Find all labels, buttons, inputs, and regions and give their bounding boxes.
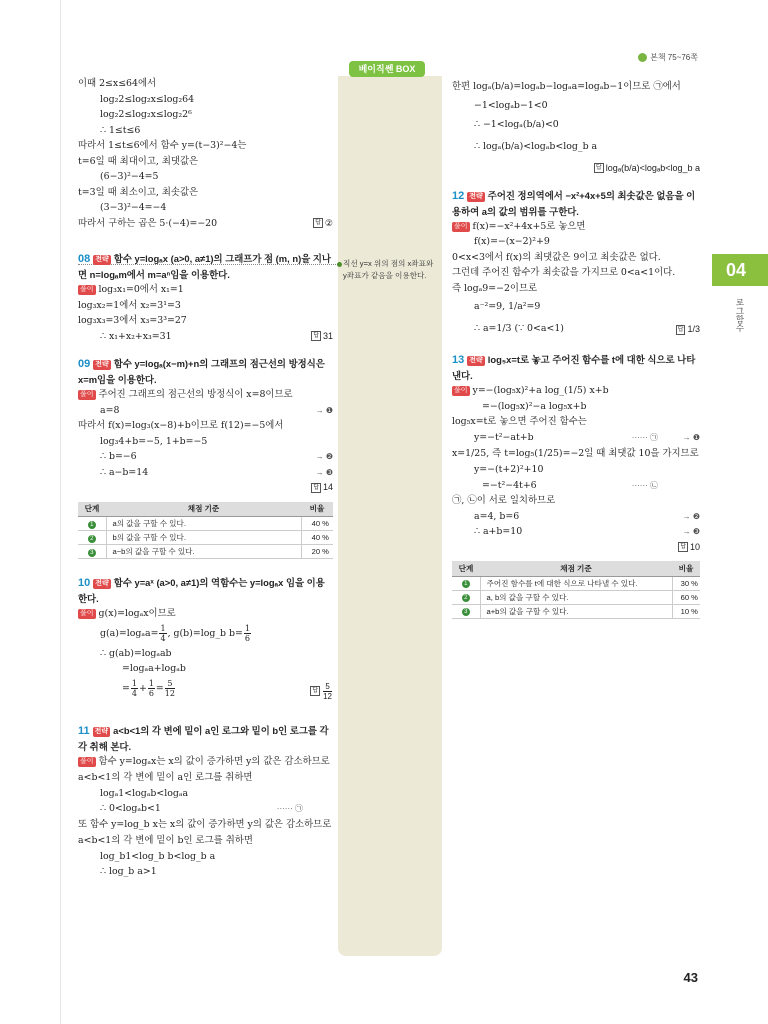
math-text: ∴ b=−6 [100, 451, 137, 462]
solution-text: log₃x₁=0에서 x₁=1 [98, 284, 184, 295]
problem-12-heading [452, 188, 700, 219]
text-line: 즉 logₐ9=−2이므로 [452, 282, 538, 294]
solution-text: y=−(log₅x)²+a log_(1/5) x+b [472, 385, 609, 396]
equation-marker: ······ ㉠ [276, 804, 303, 813]
step-marker: → ❸ [315, 467, 333, 477]
sidebar-note: 직선 y=x 위의 점의 x좌표와 y좌표가 같음을 이용한다. [343, 259, 434, 280]
math-line: log₃x₂=1에서 x₂=3¹=3 [78, 299, 181, 311]
fraction [131, 679, 138, 698]
fraction [244, 624, 251, 643]
fraction [323, 682, 332, 701]
text-line: 따라서 f(x)=log₃(x−8)+b이므로 f(12)=−5에서 [78, 420, 284, 431]
step-marker: → ❸ [682, 527, 700, 536]
math-line: log₃4+b=−5, 1+b=−5 [100, 435, 208, 447]
numerator: 1 [160, 623, 166, 633]
solution-line [78, 754, 333, 786]
math-line: log₃x₃=3에서 x₃=3³=27 [78, 315, 187, 326]
problem-strategy-text: 함수 y=logₐx (a>0, a≠1)의 그래프가 점 (m, n)을 지나면 n=logₐm에서 m=aⁿ임을 이용한다. [78, 253, 331, 280]
denominator: 6 [148, 688, 154, 698]
table-cell: 30 % [672, 576, 700, 590]
text-line: 그런데 주어진 함수가 최솟값을 가지므로 0<a<1이다. [452, 267, 676, 278]
problem-strategy-text: 함수 y=aˣ (a>0, a≠1)의 역함수는 y=logₐx 임을 이용한다. [78, 577, 325, 604]
page-reference-text: 본책 75~76쪽 [650, 53, 698, 62]
answer [311, 480, 333, 496]
denominator: 12 [323, 691, 332, 701]
math-line: a⁻²=9, 1/a²=9 [474, 301, 541, 312]
answer-value: 1/3 [687, 324, 700, 334]
solution-line [78, 387, 333, 403]
math-line: log₂2≤log₂x≤log₂2⁶ [100, 109, 192, 120]
answer-box-icon: 답 [677, 326, 684, 333]
answer [311, 329, 333, 345]
answer-value: 14 [322, 482, 333, 492]
denominator: 12 [164, 688, 175, 698]
answer [676, 318, 700, 340]
problem-number: 13 [452, 354, 465, 366]
table-row [78, 517, 333, 531]
math-text: ∴ 0<logₐb<1 [100, 803, 161, 814]
table-cell: b의 값을 구할 수 있다. [106, 531, 301, 545]
answer [313, 216, 333, 232]
denominator: 6 [244, 633, 250, 643]
answer [678, 540, 700, 556]
text-line: 0<x<3에서 f(x)의 최댓값은 9이고 최솟값은 없다. [452, 251, 661, 263]
answer-line [452, 158, 700, 178]
problem-strategy-text: a<b<1의 각 변에 밑이 a인 로그와 밑이 b인 로그를 각각 취해 본다. [78, 724, 329, 752]
left-column [78, 76, 333, 880]
solution-tag: 풀이 [454, 387, 468, 394]
table-header: 단계 [452, 561, 480, 576]
math-text: ∴ x₁+x₂+x₃=31 [100, 330, 172, 342]
math-line: ∴ −1<logₐ(b/a)<0 [474, 118, 559, 130]
math-line: ∴ logₐ(b/a)<logₐb<log_b a [474, 140, 598, 152]
table-row [452, 604, 700, 618]
step-number: 1 [462, 580, 470, 588]
numerator: 1 [131, 678, 137, 688]
problem-08-heading [78, 251, 333, 282]
table-header: 단계 [78, 502, 106, 517]
scoring-table-13 [452, 561, 700, 619]
text-line: t=3일 때 최소이고, 최솟값은 [78, 186, 199, 198]
step-number: 3 [462, 608, 470, 616]
math-text: ∴ a=1/3 (∵ 0<a<1) [474, 323, 564, 334]
math-line [78, 449, 333, 465]
solution-tag: 풀이 [80, 286, 94, 293]
table-cell: 20 % [301, 545, 333, 559]
chapter-tab: 04 [712, 254, 768, 286]
math-text: = [122, 682, 130, 694]
numerator: 5 [323, 682, 332, 692]
math-text: + [138, 682, 147, 694]
math-line: log₂2≤log₂x≤log₂64 [100, 93, 195, 105]
math-line [78, 677, 333, 701]
math-line [78, 801, 333, 817]
numerator: 1 [244, 623, 250, 633]
denominator: 4 [131, 688, 137, 698]
page-reference [638, 52, 698, 63]
strategy-tag: 전략 [95, 580, 109, 587]
numerator: 1 [148, 678, 154, 688]
math-line: ∴ 1≤t≤6 [100, 124, 141, 136]
problem-09-heading [78, 356, 333, 387]
text-line: 따라서 1≤t≤6에서 함수 y=(t−3)²−4는 [78, 140, 247, 151]
math-text: g(a)=logₐa= [100, 627, 159, 639]
math-text: a=8 [100, 404, 120, 416]
table-row [78, 531, 333, 545]
math-line [452, 509, 700, 525]
table-header: 채점 기준 [106, 502, 301, 517]
table-row [452, 576, 700, 590]
answer [594, 158, 700, 178]
math-line [452, 430, 700, 446]
page-number: 43 [683, 970, 698, 985]
math-line: log_b1<log_b b<log_b a [100, 850, 216, 862]
math-line: =logₐa+logₐb [122, 663, 186, 674]
problem-strategy-text: 함수 y=logₐ(x−m)+n의 그래프의 점근선의 방정식은 x=m임을 이용한다. [78, 358, 325, 385]
note-bullet-icon [337, 262, 342, 267]
denominator: 4 [160, 633, 166, 643]
math-line: f(x)=−(x−2)²+9 [474, 236, 550, 247]
reference-icon [638, 53, 647, 62]
text-line: log₅x=t로 놓으면 주어진 함수는 [452, 416, 587, 427]
math-text: a=4, b=6 [474, 510, 520, 522]
step-marker: → ❷ [315, 452, 333, 461]
step-number: 1 [88, 521, 96, 529]
basic-box-title: 베이직쎈 BOX [349, 61, 425, 77]
answer-value: ② [324, 217, 333, 228]
text-line [78, 216, 333, 232]
solution-tag: 풀이 [454, 222, 468, 230]
fraction [165, 679, 175, 698]
math-text: ∴ a+b=10 [474, 526, 523, 537]
problem-strategy-text: log₅x=t로 놓고 주어진 함수를 t에 대한 식으로 나타낸다. [452, 354, 696, 381]
table-cell: a+b의 값을 구할 수 있다. [480, 604, 672, 618]
table-cell: 40 % [301, 517, 333, 531]
math-line [78, 465, 333, 481]
table-row [452, 590, 700, 604]
solution-line [78, 606, 333, 622]
right-column [452, 76, 700, 619]
solution-line [78, 282, 333, 298]
solution-text: g(x)=logₐx이므로 [98, 608, 176, 619]
solution-text: 주어진 그래프의 점근선의 방정식이 x=8이므로 [98, 389, 293, 400]
equation-marker: ······ ㉠ [631, 432, 658, 442]
text-line: x=1/25, 즉 t=log₅(1/25)=−2일 때 최댓값 10을 가지므로 [452, 448, 699, 459]
math-line: logₐ1<logₐb<logₐa [100, 787, 189, 799]
math-line: =−(log₅x)²−a log₅x+b [482, 400, 587, 412]
table-cell: a−b의 값을 구할 수 있다. [106, 545, 301, 559]
answer-value: 31 [322, 330, 333, 341]
math-text: = [155, 682, 164, 694]
answer-box-icon: 답 [595, 165, 602, 172]
equation-marker: ······ ㉡ [631, 480, 658, 490]
answer-line [78, 480, 333, 496]
math-line [452, 524, 700, 540]
solution-line [452, 383, 700, 399]
fraction [159, 624, 166, 643]
table-cell: 60 % [672, 590, 700, 604]
math-line [78, 329, 333, 345]
scoring-table-09 [78, 502, 333, 560]
text-line: 또 함수 y=log_b x는 x의 값이 증가하면 y의 값은 감소하므로 a<b<1의 각 변에 밑이 b인 로그를 취하면 [78, 818, 332, 846]
solution-text: 함수 y=logₐx는 x의 값이 증가하면 y의 값은 감소하므로 a<b<1의 각 변에 밑이 a인 로그를 취하면 [78, 755, 330, 783]
answer-value: logₐ(b/a)<logₐb<log_b a [605, 162, 700, 173]
step-number: 2 [88, 535, 96, 543]
answer-line [452, 540, 700, 556]
solution-text: f(x)=−x²+4x+5로 놓으면 [472, 220, 586, 232]
text-line: 한편 logₐ(b/a)=logₐb−logₐa=logₐb−1이므로 ㉠에서 [452, 81, 681, 92]
numerator: 5 [165, 679, 175, 689]
answer-box-icon: 답 [312, 688, 319, 695]
fraction [148, 679, 155, 698]
strategy-tag: 전략 [95, 361, 109, 368]
math-line [452, 478, 700, 494]
table-cell: a, b의 값을 구할 수 있다. [480, 590, 672, 604]
problem-strategy-text: 주어진 정의역에서 −x²+4x+5의 최솟값은 없음을 이용하여 a의 값의 범위를 구한다. [452, 189, 696, 217]
text-line: 이때 2≤x≤64에서 [78, 78, 157, 89]
solution-line [452, 219, 700, 235]
table-header: 비율 [672, 561, 700, 576]
answer [310, 679, 333, 703]
basic-box-sidebar [338, 76, 442, 956]
math-text: =−t²−4t+6 [482, 479, 537, 491]
math-text: y=−t²−at+b [474, 431, 534, 443]
math-line [452, 318, 700, 340]
problem-11-heading [78, 723, 333, 754]
math-line: (3−3)²−4=−4 [100, 202, 167, 213]
math-text: , g(b)=log_b b= [167, 627, 243, 639]
problem-number: 09 [78, 358, 91, 370]
table-cell: a의 값을 구할 수 있다. [106, 517, 301, 531]
table-cell: 40 % [301, 531, 333, 545]
strategy-tag: 전략 [469, 357, 483, 364]
math-line: (6−3)²−4=5 [100, 171, 159, 182]
chapter-label: 로그함수 [735, 298, 745, 332]
solution-tag: 풀이 [80, 757, 94, 765]
table-cell: 주어진 함수를 t에 대한 식으로 나타낼 수 있다. [480, 576, 672, 590]
step-marker: → ❷ [682, 511, 700, 521]
table-header: 채점 기준 [480, 561, 672, 576]
solution-tag: 풀이 [80, 391, 94, 398]
math-line: −1<logₐb−1<0 [474, 100, 548, 111]
answer-value: 10 [689, 541, 700, 552]
strategy-tag: 전략 [95, 256, 109, 263]
problem-number: 11 [78, 724, 90, 737]
table-cell: 10 % [672, 604, 700, 618]
step-number: 3 [88, 549, 96, 557]
math-line: ∴ log_b a>1 [100, 866, 157, 877]
math-text: ∴ a−b=14 [100, 466, 149, 478]
step-marker: → ❶ [315, 405, 333, 415]
answer-box-icon: 답 [315, 220, 321, 227]
solution-tag: 풀이 [80, 610, 94, 617]
table-header: 비율 [301, 502, 333, 517]
strategy-tag: 전략 [469, 192, 483, 200]
step-number: 2 [462, 594, 470, 602]
math-line: y=−(t+2)²+10 [474, 464, 544, 475]
answer-box-icon: 답 [313, 333, 319, 340]
problem-10-heading [78, 575, 333, 606]
answer-box-icon: 답 [680, 544, 686, 551]
strategy-tag: 전략 [94, 727, 109, 735]
math-line: ∴ g(ab)=logₐab [100, 647, 172, 659]
text-line: t=6일 때 최대이고, 최댓값은 [78, 155, 199, 167]
table-row [78, 545, 333, 559]
problem-number: 10 [78, 577, 91, 589]
answer-box-icon: 답 [313, 484, 319, 491]
problem-number: 12 [452, 189, 465, 202]
text-line: ㉠, ㉡이 서로 일치하므로 [452, 495, 556, 506]
math-line [78, 403, 333, 419]
math-line [78, 622, 333, 646]
text-line-content: 따라서 구하는 곱은 5·(−4)=−20 [78, 217, 218, 229]
problem-13-heading [452, 352, 700, 383]
step-marker: → ❶ [682, 432, 700, 442]
problem-number: 08 [78, 253, 91, 265]
